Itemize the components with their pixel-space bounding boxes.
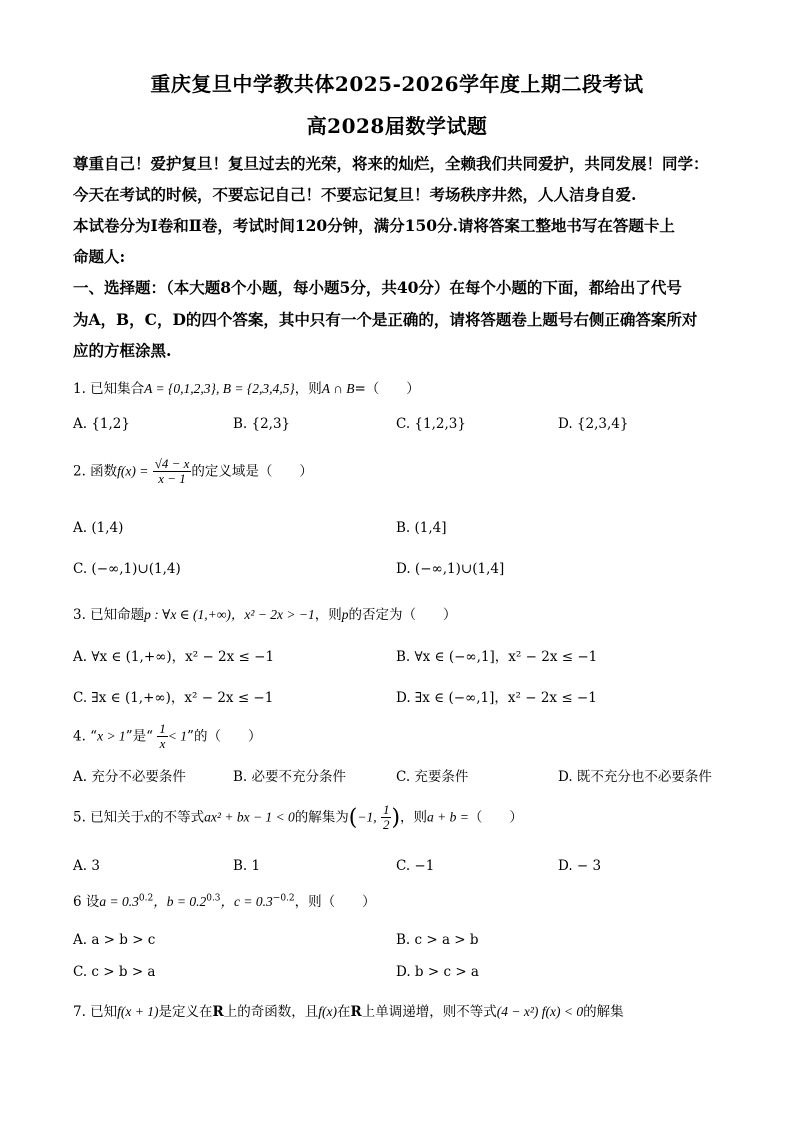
q6-a: a = 0.3 [99,894,139,909]
q7-f: f(x) [318,1004,337,1019]
q4-option-a[interactable]: A. 充分不必要条件 [73,769,186,785]
q3-end: 的否定为（ ） [348,607,457,623]
q5-option-a[interactable]: A. 3 [73,858,100,874]
q6-option-a[interactable]: A. a > b > c [73,932,156,948]
q1-suffix: ，则 [294,381,322,397]
q6-a-exp: 0.2 [138,893,154,904]
q4-frac-den: x [159,736,166,752]
q6-b: ，b = 0.2 [153,894,207,909]
section1-line-3: 应的方框涂黑. [73,341,172,360]
q7-reals-2: R [350,1004,362,1020]
q7-shifted-f: f(x + 1) [117,1004,159,1019]
q7-reals-1: R [212,1004,224,1020]
q4-fraction [157,722,168,752]
q4-end: ”的（ ） [187,728,262,745]
q2-option-a[interactable]: A. (1,4) [73,520,124,536]
q5-inequality: ax² + bx − 1 < 0 [204,809,295,825]
q4-option-b[interactable]: B. 必要不充分条件 [233,769,347,785]
q5-end: ，则 [400,809,428,826]
q2-prefix: 2. 函数 [73,463,118,480]
q1-sets: A = {0,1,2,3}, B = {2,3,4,5} [144,381,295,396]
q4-prefix: 4. “ [73,728,98,745]
q5-right-paren: ) [391,805,401,831]
q5-prefix: 5. 已知关于 [73,809,145,826]
q3-suffix: ，则 [314,607,342,623]
q6-option-d[interactable]: D. b > c > a [396,964,479,980]
q3-proposition: p : ∀x ∈ (1,+∞)，x² − 2x > −1 [144,607,315,622]
q6-option-c[interactable]: C. c > b > a [73,964,156,980]
q7-end: 的解集 [583,1004,624,1020]
q7-mid2: 在 [336,1004,351,1020]
q5-suffix: 的不等式 [150,809,205,826]
q4-option-c[interactable]: C. 充要条件 [396,769,469,785]
q3-option-c[interactable]: C. ∃x ∈ (1,+∞)，x² − 2x ≤ −1 [73,690,274,706]
q5-fraction [381,803,392,833]
q3-option-d[interactable]: D. ∃x ∈ (−∞,1]，x² − 2x ≤ −1 [396,690,597,706]
q6-c: ，c = 0.3 [220,894,273,909]
q5-frac-den: 2 [382,817,390,833]
q5-option-c[interactable]: C. −1 [396,858,435,874]
section1-line-1: 一、选择题：（本大题8个小题，每小题5分，共40分）在每个小题的下面，都给出了代号 [73,278,682,297]
q5-x: x [144,809,151,825]
q1-option-a[interactable]: A. {1,2} [73,416,130,432]
q5-left-paren: ( [348,805,358,831]
q2-frac-num: √4 − x [154,456,190,471]
q7-prefix: 7. 已知 [73,1004,118,1020]
intro-line-4: 命题人: [73,247,126,266]
q2-option-b[interactable]: B. (1,4] [396,520,447,536]
q5-frac-num: 1 [382,802,390,817]
q3-prefix: 3. 已知命题 [73,607,145,623]
intro-line-2: 今天在考试的时候，不要忘记自己！不要忘记复旦！考场秩序井然，人人洁身自爱. [73,185,637,204]
q6-b-exp: 0.3 [206,893,221,904]
q1-option-c[interactable]: C. {1,2,3} [396,416,466,432]
q4-cond1: x > 1 [97,728,126,744]
q1-end: =（ ） [354,381,420,397]
q6-end: ，则（ ） [294,894,376,910]
q1-option-b[interactable]: B. {2,3} [233,416,291,432]
exam-title-line2: 高2028届数学试题 [306,114,488,138]
q7-inequality: (4 − x²) f(x) < 0 [496,1004,584,1019]
q2-frac-den: x − 1 [158,471,186,487]
q7-mid: 上的奇函数，且 [223,1004,319,1020]
question-4-stem [73,722,261,752]
q3-option-a[interactable]: A. ∀x ∈ (1,+∞)，x² − 2x ≤ −1 [73,649,275,665]
q3-option-b[interactable]: B. ∀x ∈ (−∞,1]，x² − 2x ≤ −1 [396,649,598,665]
q4-frac-num: 1 [159,721,166,736]
q2-option-c[interactable]: C. (−∞,1)∪(1,4) [73,561,181,577]
q2-function: f(x) = [117,463,149,479]
q5-option-b[interactable]: B. 1 [233,858,261,874]
q5-tail: （ ） [468,809,523,826]
question-5-stem [73,803,523,833]
intro-line-3: 本试卷分为Ⅰ卷和Ⅱ卷，考试时间120分钟，满分150分.请将答案工整地书写在答题卡上 [73,216,675,235]
q5-mid: 的解集为 [294,809,349,826]
question-2-stem [73,457,313,487]
q2-end: 的定义域是（ ） [191,463,313,480]
q4-cond2: < 1 [167,728,188,744]
q7-mid3: 上单调递增，则不等式 [361,1004,497,1020]
q5-sum: a + b = [427,809,469,825]
q2-fraction [153,457,192,487]
question-3-stem [73,603,457,623]
question-1-stem [73,377,420,397]
q1-option-d[interactable]: D. {2,3,4} [558,416,629,432]
q6-prefix: 6 设 [73,894,100,910]
q5-interval-left: −1, [357,809,377,825]
q4-suffix: ”是“ [125,728,153,745]
question-7-stem [73,1000,624,1020]
q1-prefix: 1. 已知集合 [73,381,145,397]
section1-line-2: 为A，B，C，D的四个答案，其中只有一个是正确的，请将答题卷上题号右侧正确答案所对 [73,310,698,329]
exam-title-line1: 重庆复旦中学教共体2025-2026学年度上期二段考试 [150,72,644,96]
q4-option-d[interactable]: D. 既不充分也不必要条件 [558,769,712,785]
q6-c-exp: −0.2 [272,893,295,904]
q2-option-d[interactable]: D. (−∞,1)∪(1,4] [396,561,505,577]
q6-option-b[interactable]: B. c > a > b [396,932,479,948]
q1-intersection: A ∩ B [321,381,355,396]
q3-p: p [341,607,349,622]
q7-suffix: 是定义在 [158,1004,213,1020]
question-6-stem [73,890,376,910]
q5-option-d[interactable]: D. − 3 [558,858,602,874]
intro-line-1: 尊重自己！爱护复旦！复旦过去的光荣，将来的灿烂，全赖我们共同爱护，共同发展！同学： [73,154,709,173]
